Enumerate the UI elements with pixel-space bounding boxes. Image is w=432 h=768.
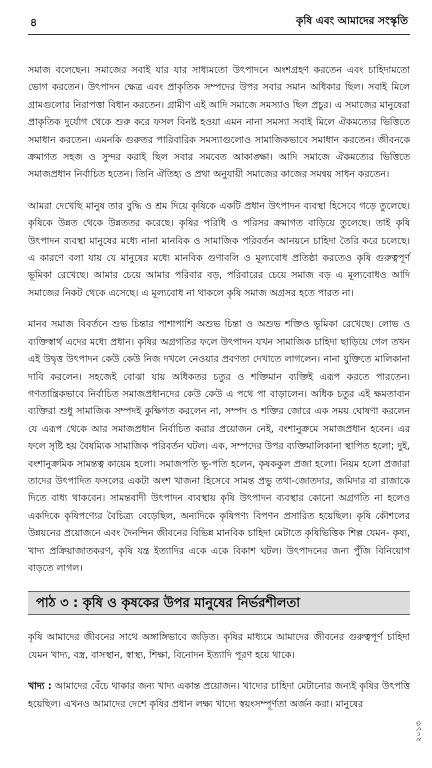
side-year-label: ২০১৩: [414, 721, 423, 742]
page-number: ৪: [30, 16, 38, 29]
paragraph-1: সমাজ বলেছেন। সমাজের সবাই যার যার সাধ্যমতো উৎপাদনে অংশগ্রহণ করতেন এবং চাহিদামতো ভোগ করতেন। উৎপাদন ক্ষেত্র এবং প্রাকৃতিক সম্পদের উপর সবার সমান অধিকার ছিল। সবাই মিলে গ্রামগুলোর নিরাপত্তা বিধান করতেন। গ্রামীণ এই আদি সমাজে সমস্যাও ছিল প্রচুর। এ সমাজের মানুষেরা প্রাকৃতিক দুর্যোগ থেকে শুরু করে ফসল বিনষ্ট হওয়া এমন নানা সমস্যা সবাই মিলে ঐকমত্যের ভিত্তিতে সমাধান করতেন। এমনকি গুরুতর পারিবারিক সমস্যাগুলোও সামাজিকভাবে সমাধান করতেন। জীবনকে ক্রমাগত সহজ ও সুন্দর করাই ছিল সবার সমবেত আকাঙ্ক্ষা। আদি সমাজে ঐকমত্যের ভিত্তিতে সমাজপ্রধান নির্বাচিত হতেন। তিনি ঐতিহ্য ও প্রথা অনুযায়ী সমাজের কাজের সমন্বয় সাধন করতেন।: [28, 65, 410, 181]
food-text: আমাদের বেঁচে থাকার জন্য খাদ্য একান্ত প্রয়োজন। খাদ্যের চাহিদা মেটানোর জন্যই কৃষির উৎপত্তি হয়েছিল। এখনও আমাদের দেশে কৃষির প্রধান লক্ষ্য খাদ্যে স্বয়ংসম্পূর্ণতা অর্জন করা। মানুষের: [28, 681, 410, 710]
header-rule: [28, 34, 410, 35]
section-paragraph: কৃষি আমাদের জীবনের সাথে অঙ্গাঙ্গিভাবে জড়িত। কৃষির মাধ্যমে আমাদের জীবনের গুরুত্বপূর্ণ চাহিদা যেমন খাদ্য, বস্ত্র, বাসস্থান, স্বাস্থ্য, শিক্ষা, বিনোদন ইত্যাদি পূরণ হয়ে থাকে।: [28, 632, 410, 661]
food-paragraph: [28, 678, 410, 713]
page-header: [0, 0, 432, 40]
paragraph-3: মানব সমাজ বিবর্তনে শুভ চিন্তার পাশাপাশি অশুভ চিন্তা ও অশুভ শক্তিও ভূমিকা রেখেছে। লোভ ও ব্যক্তিস্বার্থ এদের মধ্যে প্রধান। কৃষির অগ্রগতির ফলে উৎপাদন যখন সামাজিক চাহিদা ছাড়িয়ে গেল তখন এই উদ্বৃত্ত উৎপাদন কেউ কেউ নিজ দখলে নেওয়ার প্রবণতা দেখাতে লাগলেন। নানা যুক্তিতে মালিকানা দাবি করলেন। সহজেই বোঝা যায় অধিকতর চতুর ও শক্তিমান ব্যক্তিই এরূপ করতে পারতেন। গণতান্ত্রিকভাবে নির্বাচিত সমাজপ্রধানদের কেউ কেউ এ পথে পা বাড়ালেন। অধিক চতুর এই ক্ষমতাবান ব্যক্তিরা শুধু সামাজিক সম্পদই কুক্ষিগত করলেন না, সম্পদ ও শক্তির জোরে এক সময় ঘোষণা করলেন যে এরূপ থেকে আর সমাজপ্রধান নির্বাচিত করার প্রয়োজন নেই, বংশানুক্রমে সমাজপ্রধান হবেন। এর ফলে সৃষ্টি হয় বৈষম্যিক সামাজিক পরিবর্তন ঘটল। এক, সম্পদের উপর ব্যক্তিমালিকানা স্থাপিত হলো; দুই, বংশানুক্রমিক সামন্তত্ব কায়েম হলো। সমাজপতি ভূ-পতি হলেন, কৃষককুল প্রজা হলো। নিয়ম হলো প্রজারা তাদের উৎপাদিত ফসলের একটা অংশ খাজনা হিসেবে সামন্ত প্রভু তথা-জোতদার, জমিদার বা রাজাকে দিতে বাধ্য থাকবেন। সামন্তবাদী উৎপাদন ব্যবস্থায় কৃষি উৎপাদন ব্যবস্থার কোনো অগ্রগতি না হলেও একদিকে কৃষিপণ্যের বৈচিত্র্য বেড়েছিল, অন্যদিকে কৃষিপণ্য বিপণন প্রসারিত হয়েছিল। কৃষি কৌশলের উন্নয়নের প্রয়োজনে এবং দৈনন্দিন জীবনের বিভিন্ন মানবিক চাহিদা মেটাতে কৃষিভিত্তিক শিল্প যেমন- কৃষ্য, খাদ্য প্রক্রিয়াজাতকরণ, কৃষি যন্ত্র ইত্যাদির একে একে বিকাশ ঘটল। উৎপাদনের জন্য পুঁজি বিনিয়োগ বাড়তে লাগল।: [28, 319, 410, 574]
running-title: কৃষি এবং আমাদের সংস্কৃতি: [296, 15, 408, 27]
food-lead: খাদ্য :: [28, 681, 52, 693]
paragraph-2: আমরা দেখেছি মানুষ তার বুদ্ধি ও শ্রম দিয়ে কৃষিকে একটি প্রধান উৎপাদন ব্যবস্থা হিসেবে গড়ে তুলেছে। কৃষিকে উন্নত থেকে উন্নততর করেছে। কৃষির পরিধি ও পরিসর ক্রমাগত বাড়িয়ে তুলেছে। তাই কৃষি উৎপাদন ব্যবস্থা মানুষের মধ্যে নানা মানবিক ও সামাজিক পরিবর্তন আনয়নে চাহিদা তৈরি করে চলেছে। এ কারণে বলা যায় যে মানুষের মধ্যে মানবিক গুণাবলি ও মূল্যবোধ প্রতিষ্ঠা করতেও কৃষি গুরুত্বপূর্ণ ভূমিকা রেখেছে। আমার চেয়ে আমার পরিবার বড়, পরিবারের চেয়ে সমাজ বড় এ মূল্যবোধও আদি সমাজের নিকট থেকে এসেছে। এ মূল্যবোধ না থাকলে কৃষি সমাজ অগ্রসর হতে পারত না।: [28, 200, 410, 299]
section-heading: পাঠ ৩ : কৃষি ও কৃষকের উপর মানুষের নির্ভরশীলতা: [28, 591, 410, 615]
page-body: [28, 62, 410, 727]
